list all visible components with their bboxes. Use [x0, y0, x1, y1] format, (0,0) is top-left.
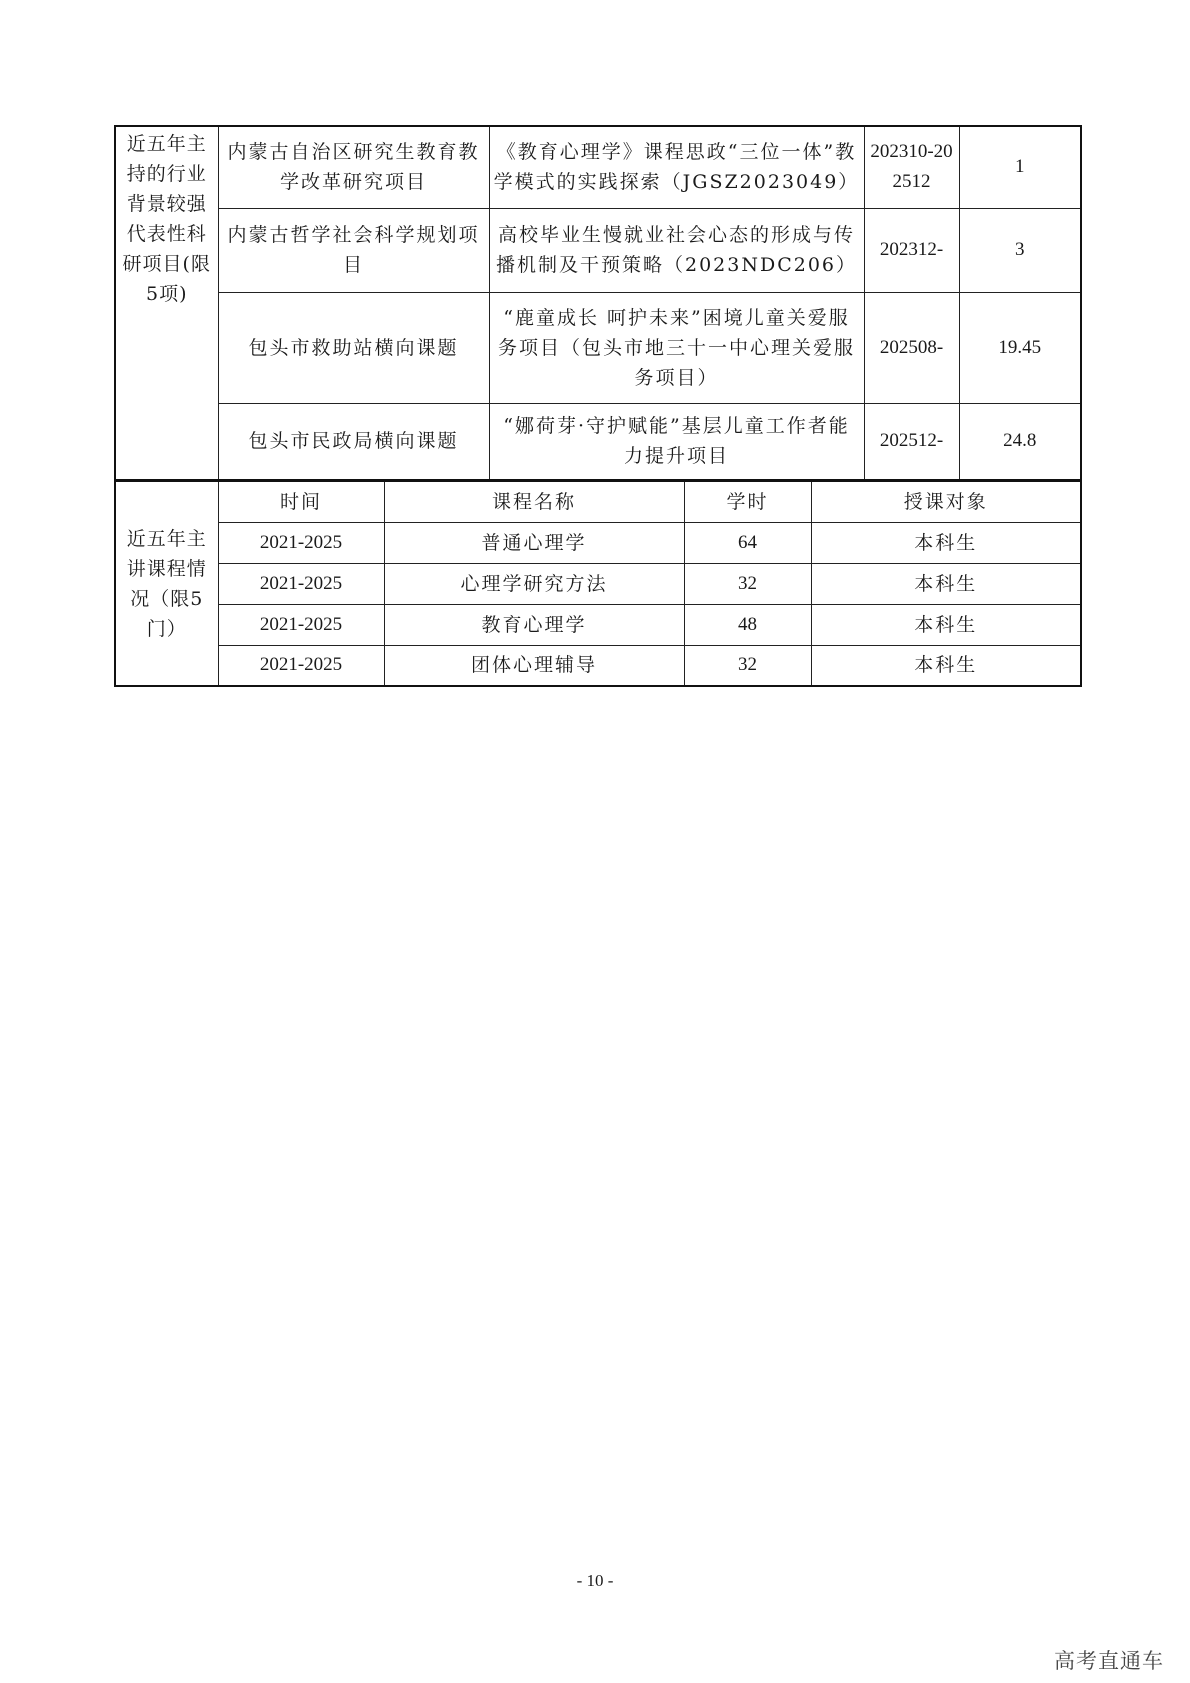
header-course-name: 课程名称: [384, 481, 684, 522]
table-row: [115, 645, 1081, 686]
course-target: 本科生: [811, 522, 1081, 563]
project-source: 内蒙古自治区研究生教育教学改革研究项目: [218, 126, 489, 208]
course-name: 普通心理学: [384, 522, 684, 563]
project-source: 包头市救助站横向课题: [218, 292, 489, 403]
project-name: “鹿童成长 呵护未来”困境儿童关爱服务项目（包头市地三十一中心理关爱服务项目）: [489, 292, 864, 403]
course-name: 教育心理学: [384, 604, 684, 645]
course-target: 本科生: [811, 563, 1081, 604]
course-hours: 48: [684, 604, 811, 645]
research-projects-table: [114, 125, 1082, 481]
course-hours: 32: [684, 645, 811, 686]
research-section-label: 近五年主持的行业背景较强代表性科研项目(限5项): [115, 126, 218, 480]
project-funding: 3: [959, 208, 1081, 292]
table-row: [115, 208, 1081, 292]
project-funding: 24.8: [959, 403, 1081, 480]
course-time: 2021-2025: [218, 522, 384, 563]
header-target: 授课对象: [811, 481, 1081, 522]
course-hours: 64: [684, 522, 811, 563]
course-target: 本科生: [811, 645, 1081, 686]
course-time: 2021-2025: [218, 604, 384, 645]
project-period: 202312-: [864, 208, 959, 292]
header-hours: 学时: [684, 481, 811, 522]
table-row: [115, 126, 1081, 208]
table-row: [115, 563, 1081, 604]
table-row: [115, 522, 1081, 563]
project-period: 202512-: [864, 403, 959, 480]
project-source: 内蒙古哲学社会科学规划项目: [218, 208, 489, 292]
course-time: 2021-2025: [218, 645, 384, 686]
project-funding: 19.45: [959, 292, 1081, 403]
table-row: [115, 292, 1081, 403]
project-name: 高校毕业生慢就业社会心态的形成与传播机制及干预策略（2023NDC206）: [489, 208, 864, 292]
project-period: 202508-: [864, 292, 959, 403]
table-row: [115, 403, 1081, 480]
project-funding: 1: [959, 126, 1081, 208]
table-row: [115, 604, 1081, 645]
course-name: 心理学研究方法: [384, 563, 684, 604]
course-target: 本科生: [811, 604, 1081, 645]
project-period: 202310-202512: [864, 126, 959, 208]
courses-section-label: 近五年主讲课程情况（限5门）: [115, 481, 218, 686]
header-time: 时间: [218, 481, 384, 522]
project-name: 《教育心理学》课程思政“三位一体”教学模式的实践探索（JGSZ2023049）: [489, 126, 864, 208]
project-name: “娜荷芽·守护赋能”基层儿童工作者能力提升项目: [489, 403, 864, 480]
watermark-text: 高考直通车: [1054, 1649, 1164, 1673]
courses-table: [114, 480, 1082, 687]
page-number: - 10 -: [576, 1571, 614, 1590]
project-source: 包头市民政局横向课题: [218, 403, 489, 480]
course-time: 2021-2025: [218, 563, 384, 604]
table-header-row: [115, 481, 1081, 522]
course-name: 团体心理辅导: [384, 645, 684, 686]
course-hours: 32: [684, 563, 811, 604]
